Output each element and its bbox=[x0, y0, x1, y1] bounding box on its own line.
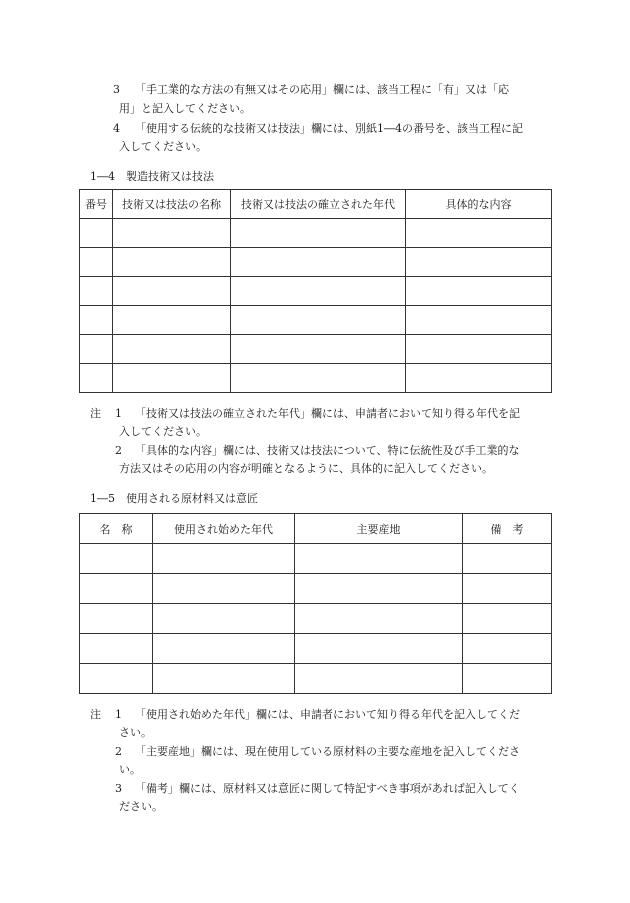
table-cell[interactable] bbox=[80, 604, 153, 634]
table-cell[interactable] bbox=[463, 604, 552, 634]
table-cell[interactable] bbox=[113, 364, 231, 393]
table-cell[interactable] bbox=[463, 544, 552, 574]
top-note-3-line1: 「手工業的な方法の有無又はその応用」欄には、該当工程に「有」又は「応 bbox=[135, 83, 509, 96]
table-cell[interactable] bbox=[406, 364, 552, 393]
table-cell[interactable] bbox=[231, 248, 406, 277]
table-cell[interactable] bbox=[406, 335, 552, 364]
s2-note-1-line2: さい。 bbox=[119, 726, 152, 739]
table-header-row bbox=[80, 190, 552, 219]
s2-note-3-line1: 「備考」欄には、原材料又は意匠に関して特記すべき事項があれば記入してく bbox=[135, 782, 520, 795]
table-cell[interactable] bbox=[113, 335, 231, 364]
table-cell[interactable] bbox=[80, 335, 113, 364]
section-title-1-4: 1―4 製造技術又は技法 bbox=[90, 170, 214, 183]
table-row bbox=[80, 219, 552, 248]
header-details: 具体的な内容 bbox=[406, 190, 552, 219]
table-cell[interactable] bbox=[80, 277, 113, 306]
s2-note-3-num: 3 bbox=[115, 782, 122, 795]
table-cell[interactable] bbox=[295, 574, 463, 604]
header-start-era: 使用され始めた年代 bbox=[153, 514, 295, 544]
materials-table bbox=[79, 513, 552, 694]
header-technique-name: 技術又は技法の名称 bbox=[113, 190, 231, 219]
s2-note-2-line1: 「主要産地」欄には、現在使用している原材料の主要な産地を記入してくださ bbox=[135, 745, 520, 758]
s2-note-2-line2: い。 bbox=[119, 763, 141, 776]
s1-note-1-line1: 「技術又は技法の確立された年代」欄には、申請者において知り得る年代を記 bbox=[135, 407, 520, 420]
s1-note-2-line2: 方法又はその応用の内容が明確となるように、具体的に記入してください。 bbox=[119, 462, 493, 475]
table-cell[interactable] bbox=[295, 664, 463, 694]
top-note-3-line2: 用」と記入してください。 bbox=[119, 102, 251, 115]
table-cell[interactable] bbox=[80, 634, 153, 664]
table-cell[interactable] bbox=[463, 634, 552, 664]
table-cell[interactable] bbox=[80, 664, 153, 694]
table-cell[interactable] bbox=[231, 306, 406, 335]
notes-label-2: 注 bbox=[90, 708, 101, 721]
table-cell[interactable] bbox=[231, 335, 406, 364]
table-cell[interactable] bbox=[231, 219, 406, 248]
table-row bbox=[80, 306, 552, 335]
table-cell[interactable] bbox=[295, 604, 463, 634]
top-note-3-num: 3 bbox=[113, 83, 120, 96]
table-header-row bbox=[80, 514, 552, 544]
table-cell[interactable] bbox=[463, 664, 552, 694]
table-cell[interactable] bbox=[463, 574, 552, 604]
header-number: 番号 bbox=[80, 190, 113, 219]
table-cell[interactable] bbox=[406, 306, 552, 335]
header-remarks: 備 考 bbox=[463, 514, 552, 544]
table-row bbox=[80, 335, 552, 364]
table-cell[interactable] bbox=[113, 306, 231, 335]
s1-note-2-num: 2 bbox=[115, 444, 122, 457]
table-cell[interactable] bbox=[153, 604, 295, 634]
header-established-era: 技術又は技法の確立された年代 bbox=[231, 190, 406, 219]
technique-table bbox=[79, 189, 552, 393]
header-name: 名 称 bbox=[80, 514, 153, 544]
table-row bbox=[80, 664, 552, 694]
s1-note-2-line1: 「具体的な内容」欄には、技術又は技法について、特に伝統性及び手工業的な bbox=[135, 444, 520, 457]
s2-note-1-line1: 「使用され始めた年代」欄には、申請者において知り得る年代を記入してくだ bbox=[135, 708, 520, 721]
s2-note-3-line2: ださい。 bbox=[119, 800, 163, 813]
table-row bbox=[80, 277, 552, 306]
s1-note-1-line2: 入してください。 bbox=[119, 425, 207, 438]
table-cell[interactable] bbox=[113, 248, 231, 277]
table-cell[interactable] bbox=[113, 277, 231, 306]
table-cell[interactable] bbox=[295, 544, 463, 574]
table-cell[interactable] bbox=[406, 277, 552, 306]
notes-label-1: 注 bbox=[90, 407, 101, 420]
table-cell[interactable] bbox=[406, 219, 552, 248]
table-cell[interactable] bbox=[153, 544, 295, 574]
top-note-4-num: 4 bbox=[113, 122, 120, 135]
s1-note-1-num: 1 bbox=[115, 407, 122, 420]
table-cell[interactable] bbox=[153, 664, 295, 694]
table-row bbox=[80, 574, 552, 604]
table-cell[interactable] bbox=[153, 574, 295, 604]
table-cell[interactable] bbox=[80, 574, 153, 604]
table-row bbox=[80, 544, 552, 574]
top-note-4-line2: 入してください。 bbox=[119, 140, 207, 153]
table-cell[interactable] bbox=[80, 219, 113, 248]
table-cell[interactable] bbox=[80, 306, 113, 335]
s2-note-1-num: 1 bbox=[115, 708, 122, 721]
top-note-4-line1: 「使用する伝統的な技術又は技法」欄には、別紙1―4の番号を、該当工程に記 bbox=[135, 122, 523, 135]
table-cell[interactable] bbox=[80, 248, 113, 277]
table-cell[interactable] bbox=[80, 364, 113, 393]
table-cell[interactable] bbox=[231, 364, 406, 393]
table-row bbox=[80, 604, 552, 634]
table-cell[interactable] bbox=[80, 544, 153, 574]
table-row bbox=[80, 364, 552, 393]
table-cell[interactable] bbox=[153, 634, 295, 664]
table-cell[interactable] bbox=[231, 277, 406, 306]
table-row bbox=[80, 634, 552, 664]
header-main-production-area: 主要産地 bbox=[295, 514, 463, 544]
table-cell[interactable] bbox=[295, 634, 463, 664]
s2-note-2-num: 2 bbox=[115, 745, 122, 758]
table-cell[interactable] bbox=[406, 248, 552, 277]
table-cell[interactable] bbox=[113, 219, 231, 248]
section-title-1-5: 1―5 使用される原材料又は意匠 bbox=[90, 492, 258, 505]
table-row bbox=[80, 248, 552, 277]
